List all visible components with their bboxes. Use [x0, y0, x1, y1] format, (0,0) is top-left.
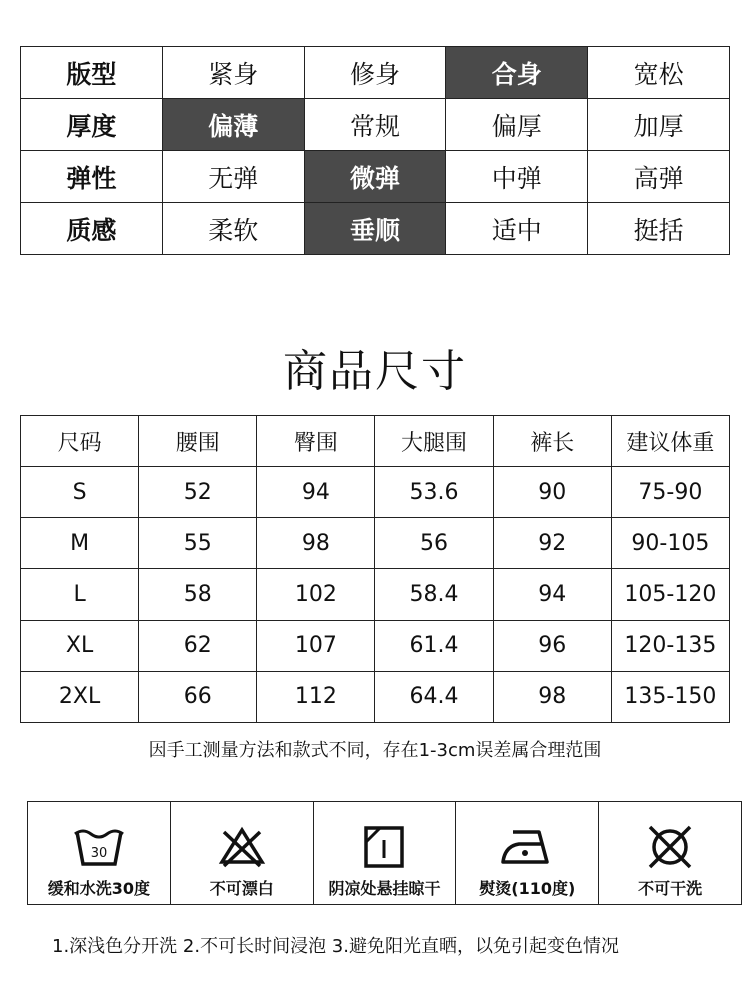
size-row: [21, 467, 730, 518]
size-table-header: [21, 416, 730, 467]
size-cell: 107: [257, 620, 375, 671]
size-cell: 61.4: [375, 620, 493, 671]
size-column-header: 建议体重: [611, 416, 729, 467]
attribute-option-selected: 合身: [446, 47, 588, 99]
size-column-header: 大腿围: [375, 416, 493, 467]
attribute-option: 柔软: [162, 203, 304, 255]
iron-icon: [499, 824, 555, 870]
size-table: [20, 415, 730, 723]
size-column-header: 腰围: [139, 416, 257, 467]
size-cell: 56: [375, 518, 493, 569]
size-cell: 112: [257, 671, 375, 722]
care-label: 缓和水洗30度: [47, 879, 151, 898]
attribute-option: 修身: [304, 47, 446, 99]
attribute-option: 适中: [446, 203, 588, 255]
care-label: 熨烫(110度): [479, 879, 576, 898]
size-cell: 53.6: [375, 467, 493, 518]
attribute-row: [21, 99, 730, 151]
wash-30-icon: [71, 824, 127, 870]
size-cell: 98: [257, 518, 375, 569]
attribute-label: 弹性: [21, 151, 163, 203]
attribute-table: [20, 46, 730, 255]
size-cell: 92: [493, 518, 611, 569]
attribute-label: 版型: [21, 47, 163, 99]
attribute-label: 质感: [21, 203, 163, 255]
care-item: [599, 802, 741, 904]
size-cell: 58: [139, 569, 257, 620]
size-cell: 90: [493, 467, 611, 518]
care-instructions: [27, 801, 742, 905]
care-item: [314, 802, 457, 904]
size-cell: 52: [139, 467, 257, 518]
size-cell: 96: [493, 620, 611, 671]
attribute-option: 常规: [304, 99, 446, 151]
attribute-option: 挺括: [588, 203, 730, 255]
attribute-option: 宽松: [588, 47, 730, 99]
size-cell: 64.4: [375, 671, 493, 722]
size-cell: 105-120: [611, 569, 729, 620]
size-cell: S: [21, 467, 139, 518]
size-column-header: 臀围: [257, 416, 375, 467]
size-row: [21, 518, 730, 569]
size-cell: 90-105: [611, 518, 729, 569]
attribute-row: [21, 151, 730, 203]
size-cell: 94: [257, 467, 375, 518]
size-cell: 135-150: [611, 671, 729, 722]
no-bleach-icon: [214, 824, 270, 870]
attribute-option: 无弹: [162, 151, 304, 203]
no-dry-clean-icon: [642, 824, 698, 870]
care-label: 不可干洗: [638, 879, 703, 898]
size-row: [21, 620, 730, 671]
size-cell: M: [21, 518, 139, 569]
size-cell: 102: [257, 569, 375, 620]
care-item: [456, 802, 599, 904]
attribute-row: [21, 203, 730, 255]
size-column-header: 尺码: [21, 416, 139, 467]
attribute-option: 偏厚: [446, 99, 588, 151]
size-cell: XL: [21, 620, 139, 671]
size-cell: 94: [493, 569, 611, 620]
attribute-option: 加厚: [588, 99, 730, 151]
size-cell: L: [21, 569, 139, 620]
size-cell: 120-135: [611, 620, 729, 671]
care-item: [171, 802, 314, 904]
attribute-option-selected: 偏薄: [162, 99, 304, 151]
attribute-option: 高弹: [588, 151, 730, 203]
size-row: [21, 671, 730, 722]
size-cell: 62: [139, 620, 257, 671]
size-cell: 66: [139, 671, 257, 722]
attribute-option: 中弹: [446, 151, 588, 203]
svg-text:30: 30: [90, 846, 108, 861]
care-label: 不可漂白: [209, 879, 274, 898]
size-cell: 98: [493, 671, 611, 722]
size-column-header: 裤长: [493, 416, 611, 467]
size-cell: 58.4: [375, 569, 493, 620]
attribute-row: [21, 47, 730, 99]
attribute-option-selected: 微弹: [304, 151, 446, 203]
attribute-option: 紧身: [162, 47, 304, 99]
size-cell: 2XL: [21, 671, 139, 722]
size-cell: 55: [139, 518, 257, 569]
care-footer-notes: 1.深浅色分开洗 2.不可长时间浸泡 3.避免阳光直晒，以免引起变色情况: [52, 936, 619, 957]
size-section-title: 商品尺寸: [283, 346, 467, 397]
attribute-label: 厚度: [21, 99, 163, 151]
care-label: 阴凉处悬挂晾干: [328, 879, 441, 898]
attribute-option-selected: 垂顺: [304, 203, 446, 255]
care-item: [28, 802, 171, 904]
dry-in-shade-icon: [356, 824, 412, 870]
size-cell: 75-90: [611, 467, 729, 518]
size-row: [21, 569, 730, 620]
measurement-note: 因手工测量方法和款式不同，存在1-3cm误差属合理范围: [148, 740, 602, 761]
